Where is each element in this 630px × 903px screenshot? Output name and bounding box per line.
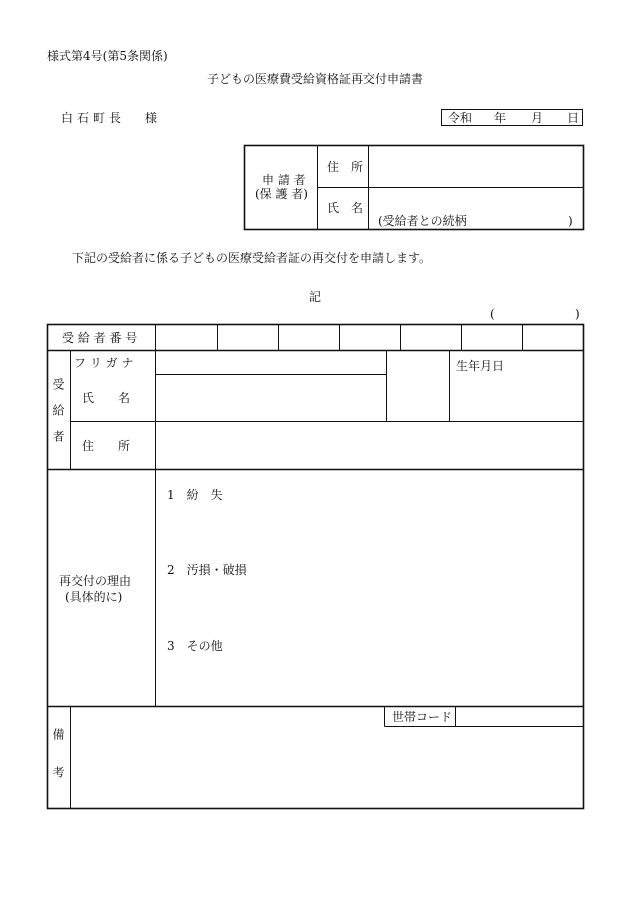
- date-month: 月: [531, 111, 544, 125]
- applicant-name-label: 氏 名: [327, 201, 364, 215]
- guardian-label: (保 護 者): [255, 187, 308, 201]
- reason-option-damaged[interactable]: 2 汚損・破損: [167, 563, 247, 577]
- paren-close: ): [575, 307, 580, 321]
- recipient-number-field[interactable]: [156, 325, 583, 350]
- addressee-honorific: 様: [145, 111, 158, 125]
- recipient-number-label: 受 給 者 番 号: [62, 331, 138, 345]
- applicant-address-field[interactable]: [369, 146, 583, 187]
- reason-option-other[interactable]: 3 その他: [167, 639, 223, 653]
- recipient-address-field[interactable]: [156, 422, 583, 469]
- household-code-field[interactable]: [456, 707, 583, 726]
- reason-sublabel: (具体的に): [65, 590, 123, 604]
- relation-note-close: ): [568, 214, 573, 228]
- remarks-field[interactable]: [71, 727, 583, 808]
- birthdate-label: 生年月日: [456, 359, 505, 373]
- paren-open: (: [490, 307, 495, 321]
- relation-note-open: (受給者との続柄: [378, 214, 467, 228]
- reason-option-lost[interactable]: 1 紛 失: [167, 488, 223, 502]
- ki-heading: 記: [309, 290, 322, 304]
- recipient-name-label: 氏 名: [82, 391, 131, 405]
- remarks-label: 備考: [51, 728, 65, 804]
- furigana-label: フ リ ガ ナ: [74, 356, 134, 370]
- furigana-field[interactable]: [156, 351, 386, 374]
- applicant-address-label: 住 所: [327, 160, 364, 174]
- applicant-label: 申 請 者: [262, 173, 306, 187]
- date-year: 年: [494, 111, 507, 125]
- form-number: 様式第4号(第5条関係): [47, 49, 168, 63]
- household-code-label: 世帯コード: [392, 710, 453, 724]
- reason-label: 再交付の理由: [59, 574, 132, 588]
- applicant-name-field[interactable]: [369, 188, 583, 214]
- application-statement: 下記の受給者に係る子どもの医療受給者証の再交付を申請します。: [72, 251, 432, 265]
- addressee-name: 白石町長: [61, 111, 126, 125]
- page-title: 子どもの医療費受給資格証再交付申請書: [206, 72, 423, 86]
- recipient-name-field[interactable]: [156, 375, 386, 421]
- date-era: 令和: [448, 111, 473, 125]
- recipient-section-label: 受給者: [51, 378, 65, 456]
- date-day: 日: [567, 111, 580, 125]
- recipient-address-label: 住 所: [82, 439, 131, 453]
